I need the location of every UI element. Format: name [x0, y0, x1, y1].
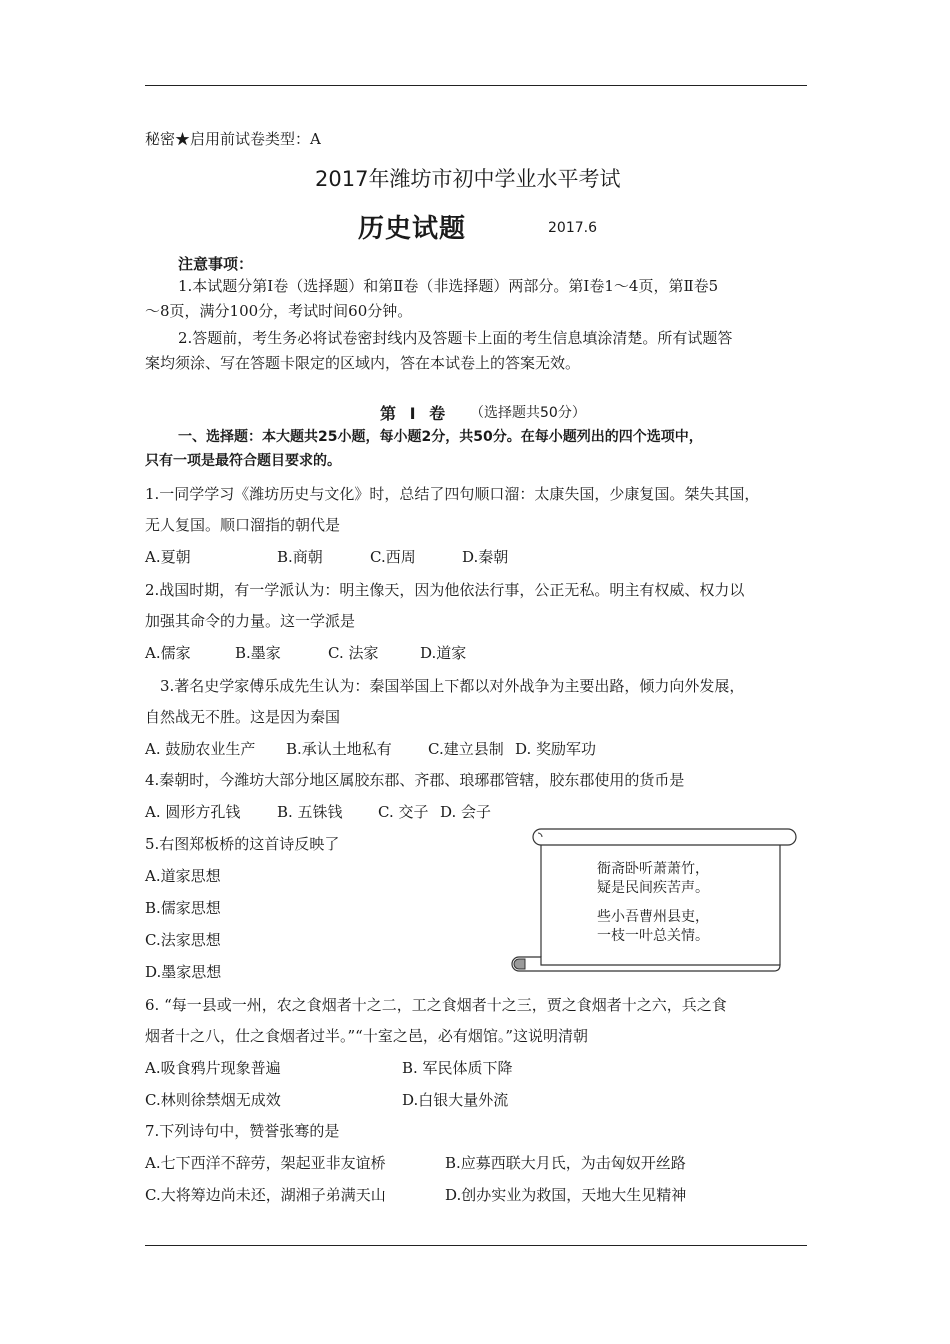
- q1-option-b: B.商朝: [277, 548, 323, 566]
- q4-option-d: D. 会子: [440, 803, 492, 821]
- classification-line: 秘密★启用前试卷类型：A: [145, 130, 321, 148]
- q1-option-d: D.秦朝: [462, 548, 509, 566]
- q5-option-b: B.儒家思想: [145, 899, 221, 917]
- q5-option-a: A.道家思想: [145, 867, 221, 885]
- q7-option-a: A.七下西洋不辞劳，架起亚非友谊桥: [145, 1154, 386, 1172]
- q2-stem-line2: 加强其命令的力量。这一学派是: [145, 612, 356, 630]
- q3-option-c: C.建立县制: [428, 740, 504, 758]
- q3-option-b: B.承认土地私有: [286, 740, 392, 758]
- poem-line-2: 疑是民间疾苦声。: [597, 880, 709, 896]
- q4-option-b: B. 五铢钱: [277, 803, 343, 821]
- q6-stem-line1: 6. “每一县或一州，农之食烟者十之二，工之食烟者十之三，贾之食烟者十之六，兵之食: [145, 996, 727, 1014]
- q3-option-a: A. 鼓励农业生产: [145, 740, 256, 758]
- q2-option-d: D.道家: [420, 644, 467, 662]
- q6-option-a: A.吸食鸦片现象普遍: [145, 1059, 281, 1077]
- q7-option-d: D.创办实业为救国，天地大生见精神: [445, 1186, 687, 1204]
- q7-stem-line1: 7.下列诗句中，赞誉张骞的是: [145, 1122, 340, 1140]
- q1-option-a: A.夏朝: [145, 548, 191, 566]
- q3-stem-line1: 3.著名史学家傅乐成先生认为：秦国举国上下都以对外战争为主要出路，倾力向外发展，: [160, 677, 745, 695]
- section-instruction-line2: 只有一项是最符合题目要求的。: [145, 453, 341, 469]
- exam-title: 2017年潍坊市初中学业水平考试: [315, 167, 621, 191]
- q6-option-d: D.白银大量外流: [402, 1091, 509, 1109]
- notice-heading: 注意事项：: [178, 255, 254, 273]
- subject-title: 历史试题: [358, 214, 467, 244]
- q3-option-d: D. 奖励军功: [515, 740, 597, 758]
- q5-stem-line1: 5.右图郑板桥的这首诗反映了: [145, 835, 340, 853]
- notice-item2-line2: 案均须涂、写在答题卡限定的区域内，答在本试卷上的答案无效。: [145, 354, 581, 372]
- q1-stem-line2: 无人复国。顺口溜指的朝代是: [145, 516, 341, 534]
- exam-date: 2017.6: [548, 220, 597, 236]
- q3-stem-line2: 自然战无不胜。这是因为秦国: [145, 708, 341, 726]
- section-title: 第 Ⅰ 卷: [380, 404, 450, 423]
- q1-option-c: C.西周: [370, 548, 416, 566]
- notice-item1-line2: ～8页，满分100分，考试时间60分钟。: [145, 302, 413, 320]
- q2-option-a: A.儒家: [145, 644, 191, 662]
- poem-line-1: 衙斋卧听萧萧竹，: [597, 861, 709, 877]
- poem-line-4: 一枝一叶总关情。: [597, 928, 709, 944]
- q2-option-c: C. 法家: [328, 644, 379, 662]
- q4-option-c: C. 交子: [378, 803, 429, 821]
- q1-stem-line1: 1.一同学学习《潍坊历史与文化》时，总结了四句顺口溜：太康失国，少康复国。桀失其国，: [145, 485, 760, 503]
- q7-option-c: C.大将筹边尚未还，湖湘子弟满天山: [145, 1186, 386, 1204]
- q7-option-b: B.应募西联大月氏，为击匈奴开丝路: [445, 1154, 686, 1172]
- top-rule: [145, 85, 807, 86]
- q2-stem-line1: 2.战国时期，有一学派认为：明主像天，因为他依法行事，公正无私。明主有权威、权力以: [145, 581, 745, 599]
- q5-option-d: D.墨家思想: [145, 963, 222, 981]
- q4-option-a: A. 圆形方孔钱: [145, 803, 241, 821]
- q2-option-b: B.墨家: [235, 644, 281, 662]
- q6-option-b: B. 军民体质下降: [402, 1059, 513, 1077]
- section-instruction-line1: 一、选择题：本大题共25小题，每小题2分，共50分。在每小题列出的四个选项中，: [178, 429, 703, 445]
- q5-option-c: C.法家思想: [145, 931, 221, 949]
- poem-line-3: 些小吾曹州县吏，: [597, 909, 709, 925]
- bottom-rule: [145, 1245, 807, 1246]
- notice-item2-line1: 2.答题前，考生务必将试卷密封线内及答题卡上面的考生信息填涂清楚。所有试题答: [178, 329, 733, 347]
- notice-item1-line1: 1.本试题分第Ⅰ卷（选择题）和第Ⅱ卷（非选择题）两部分。第Ⅰ卷1～4页，第Ⅱ卷5: [178, 277, 719, 295]
- section-subtitle: （选择题共50分）: [470, 405, 586, 421]
- q6-stem-line2: 烟者十之八，仕之食烟者过半。”“十室之邑，必有烟馆。”这说明清朝: [145, 1027, 589, 1045]
- q4-stem-line1: 4.秦朝时，今潍坊大部分地区属胶东郡、齐郡、琅琊郡管辖，胶东郡使用的货币是: [145, 771, 685, 789]
- q6-option-c: C.林则徐禁烟无成效: [145, 1091, 281, 1109]
- poem-scroll-figure: [505, 825, 800, 977]
